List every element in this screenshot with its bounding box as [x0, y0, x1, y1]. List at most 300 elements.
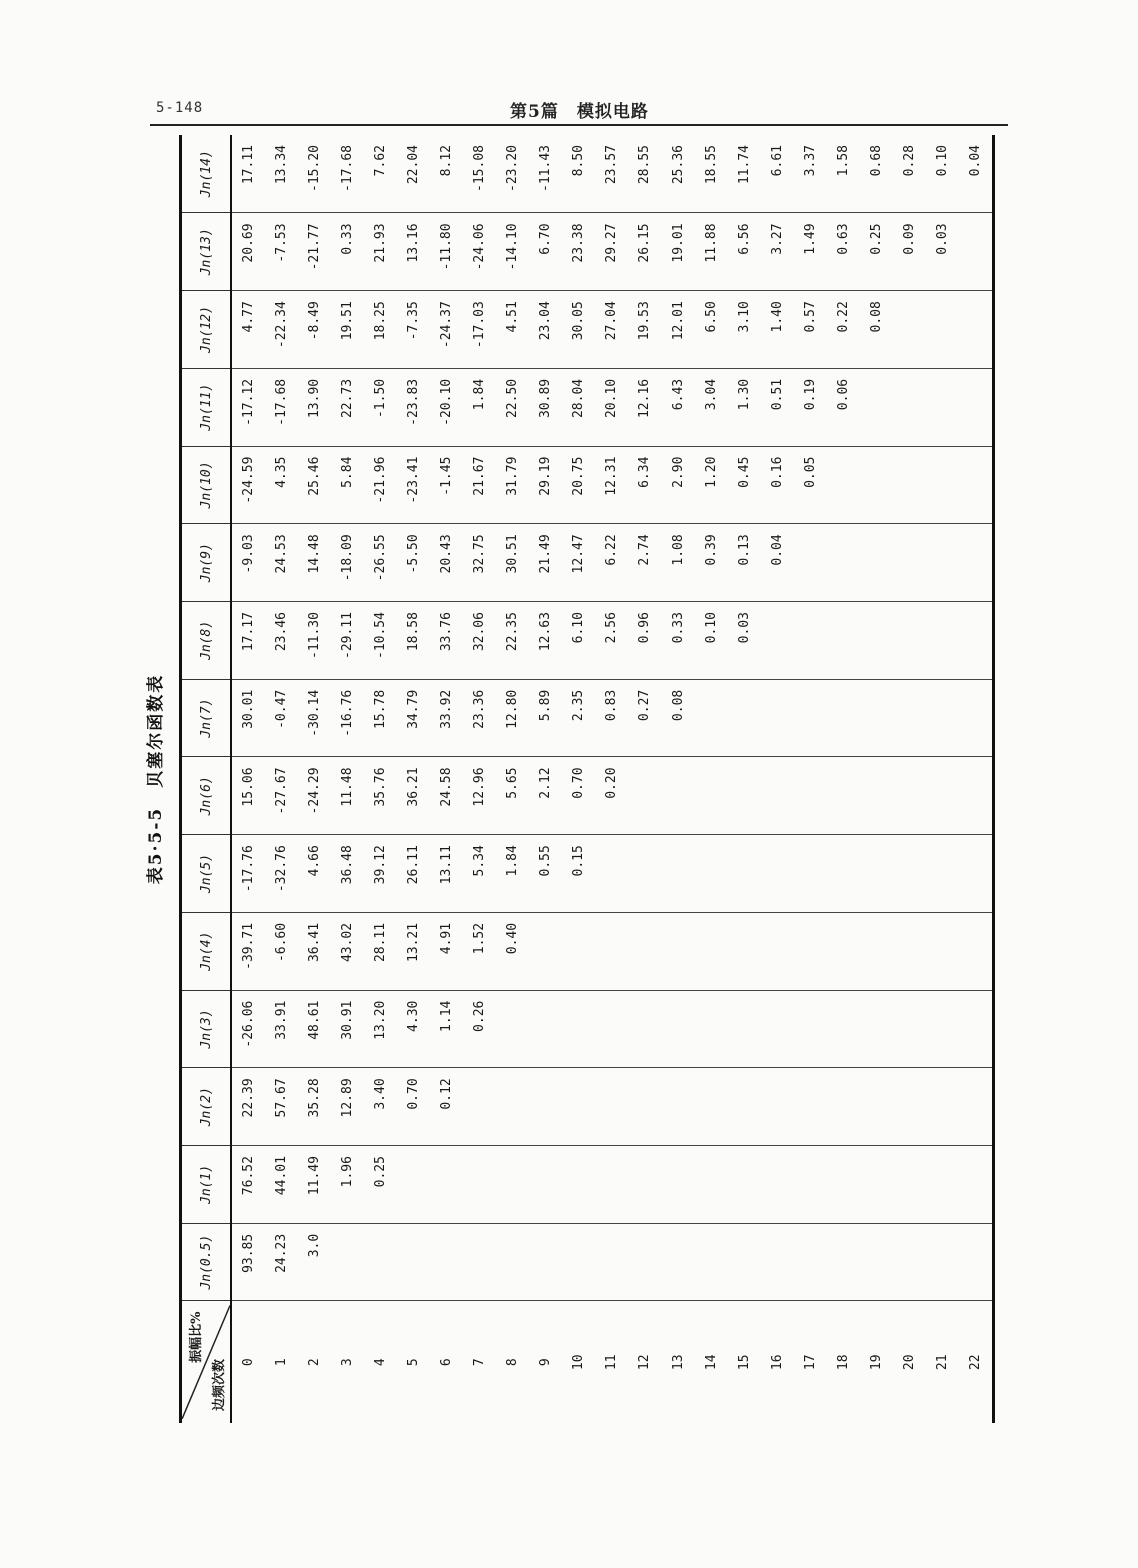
column-header: Jn(11): [181, 368, 232, 446]
amplitude-cell: [893, 291, 926, 369]
column-header: Jn(10): [181, 446, 232, 524]
column-header: Jn(4): [181, 912, 232, 990]
amplitude-cell: [893, 679, 926, 757]
amplitude-cell: 3.0: [298, 1223, 331, 1301]
amplitude-cell: 30.89: [529, 368, 562, 446]
amplitude-cell: -21.96: [364, 446, 397, 524]
amplitude-cell: 0.51: [761, 368, 794, 446]
amplitude-cell: -17.03: [463, 291, 496, 369]
amplitude-cell: 0.68: [860, 135, 893, 213]
amplitude-cell: 22.39: [231, 1068, 265, 1146]
amplitude-cell: -27.67: [265, 757, 298, 835]
header-rule: [150, 124, 1008, 126]
amplitude-cell: [794, 1068, 827, 1146]
amplitude-cell: [529, 1068, 562, 1146]
amplitude-cell: 30.05: [562, 291, 595, 369]
amplitude-cell: [595, 835, 628, 913]
amplitude-cell: 23.36: [463, 679, 496, 757]
amplitude-cell: [364, 1223, 397, 1301]
amplitude-cell: [761, 1223, 794, 1301]
column-header: Jn(13): [181, 213, 232, 291]
amplitude-cell: -24.06: [463, 213, 496, 291]
amplitude-cell: [496, 1146, 529, 1224]
amplitude-cell: 12.16: [628, 368, 661, 446]
table-row: [595, 135, 628, 1423]
amplitude-cell: [959, 912, 994, 990]
amplitude-cell: -14.10: [496, 213, 529, 291]
amplitude-cell: [860, 835, 893, 913]
amplitude-cell: [827, 446, 860, 524]
amplitude-cell: 0.12: [430, 1068, 463, 1146]
amplitude-cell: [728, 1223, 761, 1301]
amplitude-cell: [562, 912, 595, 990]
table-row: [628, 135, 661, 1423]
amplitude-cell: -7.35: [397, 291, 430, 369]
amplitude-cell: [628, 757, 661, 835]
amplitude-cell: [860, 446, 893, 524]
amplitude-cell: 1.30: [728, 368, 761, 446]
sideband-order-cell: 3: [340, 1358, 356, 1367]
amplitude-cell: 20.75: [562, 446, 595, 524]
amplitude-cell: 29.19: [529, 446, 562, 524]
amplitude-cell: 93.85: [231, 1223, 265, 1301]
sideband-order-cell: 22: [959, 1301, 994, 1423]
amplitude-cell: [695, 1146, 728, 1224]
amplitude-cell: -29.11: [331, 602, 364, 680]
amplitude-cell: 0.10: [695, 602, 728, 680]
amplitude-cell: 30.01: [231, 679, 265, 757]
rotated-table-block: [133, 135, 1013, 1423]
table-row: [562, 135, 595, 1423]
amplitude-cell: [926, 912, 959, 990]
amplitude-cell: 0.63: [827, 213, 860, 291]
amplitude-cell: -15.08: [463, 135, 496, 213]
amplitude-cell: 76.52: [231, 1146, 265, 1224]
amplitude-cell: [761, 1068, 794, 1146]
amplitude-cell: 0.15: [562, 835, 595, 913]
amplitude-cell: 0.55: [529, 835, 562, 913]
amplitude-cell: 13.11: [430, 835, 463, 913]
amplitude-cell: -26.55: [364, 524, 397, 602]
amplitude-cell: -24.37: [430, 291, 463, 369]
sideband-order-cell: 19: [868, 1354, 884, 1371]
amplitude-cell: 26.11: [397, 835, 430, 913]
amplitude-cell: [926, 1223, 959, 1301]
amplitude-cell: [893, 368, 926, 446]
amplitude-cell: [628, 912, 661, 990]
amplitude-cell: 0.16: [761, 446, 794, 524]
amplitude-cell: [397, 1146, 430, 1224]
amplitude-cell: 36.48: [331, 835, 364, 913]
amplitude-cell: [430, 1146, 463, 1224]
column-header: Jn(9): [181, 524, 232, 602]
amplitude-cell: 24.58: [430, 757, 463, 835]
amplitude-cell: 32.75: [463, 524, 496, 602]
amplitude-cell: 0.39: [695, 524, 728, 602]
amplitude-cell: [430, 1223, 463, 1301]
amplitude-cell: 21.93: [364, 213, 397, 291]
amplitude-cell: [860, 912, 893, 990]
amplitude-cell: 23.38: [562, 213, 595, 291]
amplitude-cell: [695, 679, 728, 757]
amplitude-cell: 30.91: [331, 990, 364, 1068]
amplitude-cell: 19.53: [628, 291, 661, 369]
amplitude-cell: -9.03: [231, 524, 265, 602]
amplitude-cell: 12.47: [562, 524, 595, 602]
amplitude-cell: [496, 990, 529, 1068]
amplitude-cell: 19.51: [331, 291, 364, 369]
column-header: Jn(3): [181, 990, 232, 1068]
sideband-order-cell: 8: [505, 1358, 521, 1367]
column-header: Jn(1): [181, 1146, 232, 1224]
amplitude-cell: [661, 835, 694, 913]
amplitude-cell: 0.20: [595, 757, 628, 835]
sideband-order-label: 边频次数: [212, 1358, 227, 1411]
amplitude-cell: 1.40: [761, 291, 794, 369]
amplitude-cell: [529, 1223, 562, 1301]
sideband-order-cell: 21: [934, 1354, 950, 1371]
amplitude-cell: 6.56: [728, 213, 761, 291]
corner-header-cell: [181, 1301, 232, 1423]
table-row: [794, 135, 827, 1423]
amplitude-cell: [893, 602, 926, 680]
amplitude-cell: -5.50: [397, 524, 430, 602]
amplitude-cell: 20.69: [231, 213, 265, 291]
amplitude-cell: 0.22: [827, 291, 860, 369]
sideband-order-cell: 1: [274, 1358, 290, 1367]
amplitude-cell: [893, 524, 926, 602]
amplitude-cell: 32.06: [463, 602, 496, 680]
table-row: [430, 135, 463, 1423]
amplitude-cell: 0.83: [595, 679, 628, 757]
amplitude-cell: 33.91: [265, 990, 298, 1068]
table-row: [364, 135, 397, 1423]
amplitude-cell: [661, 912, 694, 990]
amplitude-cell: 1.96: [331, 1146, 364, 1224]
column-header: Jn(7): [181, 679, 232, 757]
amplitude-cell: 0.96: [628, 602, 661, 680]
amplitude-cell: -22.34: [265, 291, 298, 369]
amplitude-cell: 24.23: [265, 1223, 298, 1301]
amplitude-cell: [926, 446, 959, 524]
amplitude-cell: [661, 1068, 694, 1146]
amplitude-cell: 11.88: [695, 213, 728, 291]
amplitude-cell: [695, 835, 728, 913]
amplitude-cell: [628, 1068, 661, 1146]
amplitude-cell: [827, 912, 860, 990]
amplitude-cell: 11.49: [298, 1146, 331, 1224]
amplitude-cell: 3.40: [364, 1068, 397, 1146]
amplitude-cell: [959, 213, 994, 291]
amplitude-cell: [496, 1223, 529, 1301]
amplitude-cell: 0.70: [397, 1068, 430, 1146]
amplitude-cell: 0.25: [364, 1146, 397, 1224]
table-row: [463, 135, 496, 1423]
amplitude-cell: -18.09: [331, 524, 364, 602]
amplitude-cell: [893, 1223, 926, 1301]
sideband-order-cell: 10: [571, 1354, 587, 1371]
amplitude-cell: [562, 1068, 595, 1146]
amplitude-cell: 28.04: [562, 368, 595, 446]
amplitude-cell: [728, 990, 761, 1068]
sideband-order-cell: 6: [439, 1358, 455, 1367]
table-row: [728, 135, 761, 1423]
amplitude-cell: 0.25: [860, 213, 893, 291]
amplitude-cell: 1.08: [661, 524, 694, 602]
amplitude-cell: [595, 1068, 628, 1146]
sideband-order-cell: 15: [736, 1354, 752, 1371]
amplitude-cell: 0.70: [562, 757, 595, 835]
table-row: [926, 135, 959, 1423]
amplitude-cell: 31.79: [496, 446, 529, 524]
amplitude-cell: [661, 990, 694, 1068]
amplitude-cell: [595, 912, 628, 990]
amplitude-cell: 3.10: [728, 291, 761, 369]
amplitude-cell: 2.56: [595, 602, 628, 680]
sideband-order-cell: 13: [670, 1354, 686, 1371]
amplitude-cell: [728, 912, 761, 990]
table-row: [761, 135, 794, 1423]
table-body: [231, 135, 994, 1423]
amplitude-cell: 6.70: [529, 213, 562, 291]
amplitude-cell: 14.48: [298, 524, 331, 602]
amplitude-cell: 29.27: [595, 213, 628, 291]
amplitude-cell: 4.30: [397, 990, 430, 1068]
amplitude-cell: 6.43: [661, 368, 694, 446]
amplitude-cell: 0.03: [728, 602, 761, 680]
amplitude-cell: -8.49: [298, 291, 331, 369]
amplitude-cell: 13.90: [298, 368, 331, 446]
amplitude-cell: [860, 368, 893, 446]
amplitude-cell: -39.71: [231, 912, 265, 990]
amplitude-cell: [496, 1068, 529, 1146]
amplitude-cell: [595, 990, 628, 1068]
amplitude-cell: [794, 1146, 827, 1224]
amplitude-cell: [959, 291, 994, 369]
amplitude-cell: [761, 1146, 794, 1224]
amplitude-cell: [959, 990, 994, 1068]
amplitude-cell: [794, 524, 827, 602]
amplitude-cell: [661, 1146, 694, 1224]
amplitude-cell: [695, 1068, 728, 1146]
sideband-order-cell: 18: [835, 1354, 851, 1371]
amplitude-cell: 5.84: [331, 446, 364, 524]
amplitude-cell: 12.89: [331, 1068, 364, 1146]
amplitude-cell: 1.20: [695, 446, 728, 524]
amplitude-cell: -6.60: [265, 912, 298, 990]
amplitude-cell: [860, 602, 893, 680]
amplitude-cell: [728, 1068, 761, 1146]
amplitude-cell: 0.03: [926, 213, 959, 291]
amplitude-cell: 22.50: [496, 368, 529, 446]
amplitude-cell: 11.48: [331, 757, 364, 835]
amplitude-cell: 0.33: [331, 213, 364, 291]
amplitude-cell: [959, 1223, 994, 1301]
amplitude-cell: 0.04: [761, 524, 794, 602]
amplitude-cell: 0.19: [794, 368, 827, 446]
amplitude-cell: [794, 1223, 827, 1301]
amplitude-cell: [827, 679, 860, 757]
amplitude-cell: [893, 1068, 926, 1146]
amplitude-cell: 28.55: [628, 135, 661, 213]
amplitude-cell: [761, 757, 794, 835]
amplitude-cell: -23.20: [496, 135, 529, 213]
amplitude-cell: 12.63: [529, 602, 562, 680]
amplitude-cell: [827, 1146, 860, 1224]
amplitude-cell: 35.28: [298, 1068, 331, 1146]
amplitude-cell: 0.08: [860, 291, 893, 369]
amplitude-cell: [628, 1146, 661, 1224]
amplitude-cell: [926, 679, 959, 757]
amplitude-cell: 22.73: [331, 368, 364, 446]
amplitude-cell: -23.83: [397, 368, 430, 446]
amplitude-cell: [562, 1146, 595, 1224]
amplitude-ratio-label: 振幅比%: [189, 1311, 204, 1363]
running-header: 第5篇 模拟电路: [510, 102, 649, 122]
amplitude-cell: 25.46: [298, 446, 331, 524]
column-header: Jn(8): [181, 602, 232, 680]
amplitude-cell: [860, 1068, 893, 1146]
sideband-order-cell: 12: [637, 1354, 653, 1371]
table-row: [893, 135, 926, 1423]
amplitude-cell: 6.50: [695, 291, 728, 369]
amplitude-cell: [959, 1146, 994, 1224]
amplitude-cell: 0.33: [661, 602, 694, 680]
amplitude-cell: [595, 1223, 628, 1301]
amplitude-cell: [529, 990, 562, 1068]
amplitude-cell: 1.14: [430, 990, 463, 1068]
amplitude-cell: [860, 679, 893, 757]
amplitude-cell: 15.78: [364, 679, 397, 757]
table-row: [231, 135, 265, 1423]
amplitude-cell: [331, 1223, 364, 1301]
amplitude-cell: [463, 1068, 496, 1146]
amplitude-cell: 11.74: [728, 135, 761, 213]
amplitude-cell: 5.34: [463, 835, 496, 913]
amplitude-cell: [529, 912, 562, 990]
amplitude-cell: -21.77: [298, 213, 331, 291]
amplitude-cell: 1.52: [463, 912, 496, 990]
amplitude-cell: [926, 1068, 959, 1146]
amplitude-cell: -7.53: [265, 213, 298, 291]
table-row: [860, 135, 893, 1423]
amplitude-cell: [860, 524, 893, 602]
amplitude-cell: 0.45: [728, 446, 761, 524]
amplitude-cell: 2.74: [628, 524, 661, 602]
amplitude-cell: 28.11: [364, 912, 397, 990]
amplitude-cell: [728, 757, 761, 835]
amplitude-cell: 19.01: [661, 213, 694, 291]
amplitude-cell: 6.22: [595, 524, 628, 602]
amplitude-cell: 6.10: [562, 602, 595, 680]
column-header: Jn(14): [181, 135, 232, 213]
amplitude-cell: 2.90: [661, 446, 694, 524]
amplitude-cell: [695, 1223, 728, 1301]
amplitude-cell: 13.16: [397, 213, 430, 291]
amplitude-cell: 23.57: [595, 135, 628, 213]
amplitude-cell: -17.76: [231, 835, 265, 913]
amplitude-cell: [893, 912, 926, 990]
sideband-order-cell: 16: [769, 1354, 785, 1371]
amplitude-cell: 6.34: [628, 446, 661, 524]
amplitude-cell: 33.92: [430, 679, 463, 757]
column-header: Jn(0.5): [181, 1223, 232, 1301]
amplitude-cell: [562, 990, 595, 1068]
amplitude-cell: 8.12: [430, 135, 463, 213]
table-row: [397, 135, 430, 1423]
amplitude-cell: [926, 368, 959, 446]
amplitude-cell: 13.20: [364, 990, 397, 1068]
amplitude-cell: 44.01: [265, 1146, 298, 1224]
amplitude-cell: [926, 757, 959, 835]
amplitude-cell: [529, 1146, 562, 1224]
amplitude-cell: -10.54: [364, 602, 397, 680]
sideband-order-cell: 17: [802, 1354, 818, 1371]
amplitude-cell: 0.09: [893, 213, 926, 291]
amplitude-cell: [661, 757, 694, 835]
amplitude-cell: [562, 1223, 595, 1301]
amplitude-cell: 18.25: [364, 291, 397, 369]
amplitude-cell: [827, 602, 860, 680]
amplitude-cell: [959, 679, 994, 757]
table-row: [298, 135, 331, 1423]
amplitude-cell: [794, 835, 827, 913]
amplitude-cell: 0.05: [794, 446, 827, 524]
amplitude-cell: -0.47: [265, 679, 298, 757]
amplitude-cell: -17.12: [231, 368, 265, 446]
amplitude-cell: [794, 757, 827, 835]
amplitude-cell: 18.55: [695, 135, 728, 213]
amplitude-cell: [926, 291, 959, 369]
amplitude-cell: 12.31: [595, 446, 628, 524]
amplitude-cell: 0.10: [926, 135, 959, 213]
amplitude-cell: 4.66: [298, 835, 331, 913]
column-header: Jn(5): [181, 835, 232, 913]
amplitude-cell: [761, 602, 794, 680]
amplitude-cell: 0.13: [728, 524, 761, 602]
amplitude-cell: [628, 835, 661, 913]
amplitude-cell: [893, 1146, 926, 1224]
amplitude-cell: [860, 1146, 893, 1224]
amplitude-cell: [827, 524, 860, 602]
amplitude-cell: [827, 1068, 860, 1146]
amplitude-cell: [827, 990, 860, 1068]
amplitude-cell: 20.10: [595, 368, 628, 446]
amplitude-cell: 22.04: [397, 135, 430, 213]
column-header: Jn(12): [181, 291, 232, 369]
amplitude-cell: 24.53: [265, 524, 298, 602]
amplitude-cell: [827, 835, 860, 913]
amplitude-cell: [926, 990, 959, 1068]
amplitude-cell: [827, 757, 860, 835]
amplitude-cell: 36.41: [298, 912, 331, 990]
amplitude-cell: [794, 602, 827, 680]
amplitude-cell: -30.14: [298, 679, 331, 757]
amplitude-cell: -1.50: [364, 368, 397, 446]
amplitude-cell: 25.36: [661, 135, 694, 213]
amplitude-cell: 6.61: [761, 135, 794, 213]
amplitude-cell: 12.01: [661, 291, 694, 369]
amplitude-cell: [860, 1223, 893, 1301]
amplitude-cell: -20.10: [430, 368, 463, 446]
amplitude-cell: -17.68: [265, 368, 298, 446]
amplitude-cell: 21.67: [463, 446, 496, 524]
page-number: 5-148: [156, 100, 204, 116]
amplitude-cell: 12.96: [463, 757, 496, 835]
table-caption: 表5·5-5 贝塞尔函数表: [146, 673, 166, 885]
amplitude-cell: 43.02: [331, 912, 364, 990]
table-row: [695, 135, 728, 1423]
